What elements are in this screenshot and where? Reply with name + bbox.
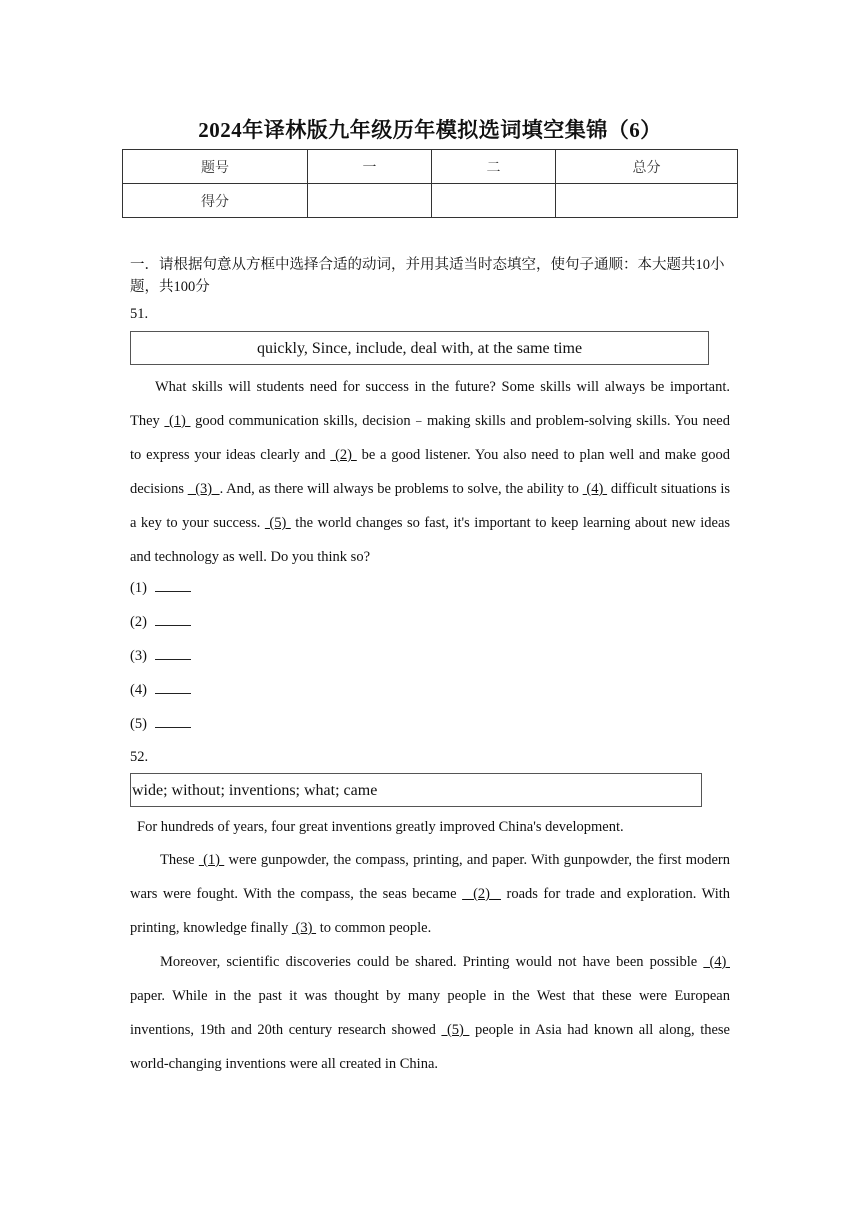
answer-label: (3)	[130, 648, 147, 664]
score-header-cell: 二	[432, 150, 556, 184]
answer-label: (5)	[130, 716, 147, 732]
score-cell[interactable]	[432, 184, 556, 218]
passage-text: good communication skills, decision﹣making skills and problem-solving skills. You need to express your ideas clearly and	[130, 413, 730, 463]
passage-paragraph	[130, 945, 730, 1081]
blank: (3)	[187, 481, 220, 497]
passage-51	[130, 370, 730, 574]
blank: (2)	[330, 447, 357, 463]
passage-text: roads for trade and exploration. With printing, knowledge finally	[130, 886, 731, 936]
passage-text: difficult situations is a key to your success.	[130, 481, 731, 531]
answer-label: (1)	[130, 580, 147, 596]
passage-52-intro: For hundreds of years, four great inventions greatly improved China's development.	[137, 819, 624, 835]
question-number: 52.	[130, 749, 149, 765]
passage-text: . And, as there will always be problems to solve, the ability to	[219, 481, 579, 497]
answer-line[interactable]	[130, 715, 191, 733]
score-table	[122, 149, 738, 218]
score-cell[interactable]	[308, 184, 432, 218]
answer-blank[interactable]	[155, 613, 191, 626]
word-box: wide; without; inventions; what; came	[130, 773, 702, 807]
blank: (1)	[164, 413, 191, 429]
passage-text: These	[160, 852, 195, 868]
passage-text: be a good listener. You also need to plan well and make good decisions	[130, 447, 730, 497]
passage-52	[130, 843, 730, 1081]
score-cell[interactable]	[556, 184, 738, 218]
passage-text: were gunpowder, the compass, printing, and paper. With gunpowder, the first modern wars were fought. With the compass, the seas became	[130, 852, 731, 902]
section-intro: 一．请根据句意从方框中选择合适的动词，并用其适当时态填空，使句子通顺：本大题共10小题，共100分	[130, 257, 725, 295]
question-number: 51.	[130, 306, 149, 322]
answer-line[interactable]	[130, 681, 191, 699]
blank: (5)	[441, 1022, 470, 1038]
blank: (4)	[582, 481, 608, 497]
score-row-label: 得分	[123, 184, 308, 218]
passage-text: the world changes so fast, it's important to keep learning about new ideas and technology as well. Do you think so?	[130, 515, 731, 565]
score-header-cell: 总分	[556, 150, 738, 184]
answer-label: (2)	[130, 614, 147, 630]
answer-blank[interactable]	[155, 715, 191, 728]
page-title: 2024年译林版九年级历年模拟选词填空集锦（6）	[198, 118, 662, 142]
passage-paragraph	[130, 843, 730, 945]
blank: (1)	[198, 852, 225, 868]
answer-line[interactable]	[130, 613, 191, 631]
passage-text: to common people.	[319, 920, 432, 936]
passage-paragraph	[130, 370, 730, 574]
blank: (4)	[703, 954, 730, 970]
answer-blank[interactable]	[155, 681, 191, 694]
answer-blank[interactable]	[155, 579, 191, 592]
score-header-cell: 一	[308, 150, 432, 184]
word-box: quickly, Since, include, deal with, at the same time	[130, 331, 709, 365]
answer-label: (4)	[130, 682, 147, 698]
blank: (3)	[291, 920, 317, 936]
answer-line[interactable]	[130, 647, 191, 665]
blank: (2)	[462, 886, 501, 902]
answer-line[interactable]	[130, 579, 191, 597]
blank: (5)	[264, 515, 291, 531]
score-table-header-row	[123, 150, 738, 184]
score-header-cell: 题号	[123, 150, 308, 184]
passage-text: What skills will students need for success in the future? Some skills will always be important. They	[130, 379, 730, 429]
passage-text: Moreover, scientific discoveries could be shared. Printing would not have been possible	[160, 954, 698, 970]
passage-text: paper. While in the past it was thought by many people in the West that these were European inventions, 19th and 20th century research showed	[130, 988, 730, 1038]
answer-blank[interactable]	[155, 647, 191, 660]
score-table-score-row	[123, 184, 738, 218]
passage-text: people in Asia had known all along, these world-changing inventions were all created in China.	[130, 1022, 730, 1072]
